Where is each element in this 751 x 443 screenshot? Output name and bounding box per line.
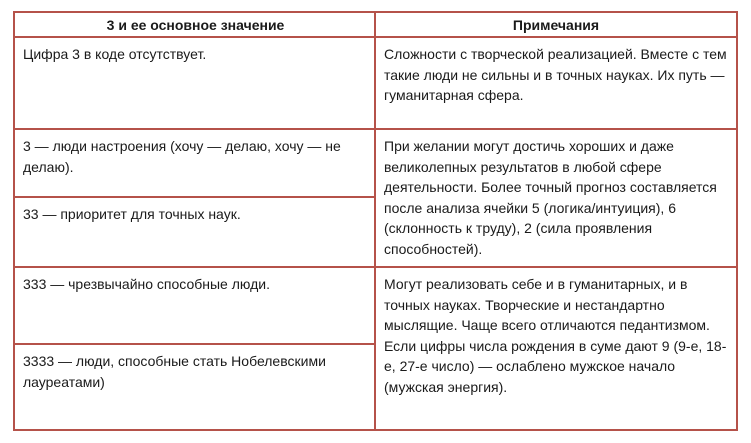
cell-note-333-3333: Могут реализовать себе и в гуманитарных, и в точных науках. Творческие и нестандартно мыслящие. Чаще всего отличаются педантизмом. Если цифры числа рождения в суме дают 9 (9-е, 18-е, 27-е число) — ослаблено мужское начало (мужская энергия).	[384, 276, 727, 395]
meaning-table	[13, 11, 738, 431]
cell-three-hundred-thirty-three: 333 — чрезвычайно способные люди.	[23, 276, 270, 292]
cell-thirty-three: 33 — приоритет для точных наук.	[23, 206, 241, 222]
cell-no-three: Цифра 3 в коде отсутствует.	[23, 46, 207, 62]
cell-three-thousand-three-hundred-thirty-three: 3333 — люди, способные стать Нобелевскими лауреатами)	[23, 353, 326, 390]
column-header-notes: Примечания	[376, 13, 736, 38]
column-header-meaning: 3 и ее основное значение	[15, 13, 376, 38]
cell-three: 3 — люди настроения (хочу — делаю, хочу — не делаю).	[23, 138, 341, 175]
cell-note-three-thirty-three: При желании могут достичь хороших и даже великолепных результатов в любой сфере деятельности. Более точный прогноз составляется после анализа ячейки 5 (логика/интуиция), 6 (склонность к труду), 2 (сила проявления способностей).	[384, 138, 717, 257]
cell-note-no-three: Сложности с творческой реализацией. Вместе с тем такие люди не сильны и в точных науках. Их путь — гуманитарная сфера.	[384, 46, 727, 103]
